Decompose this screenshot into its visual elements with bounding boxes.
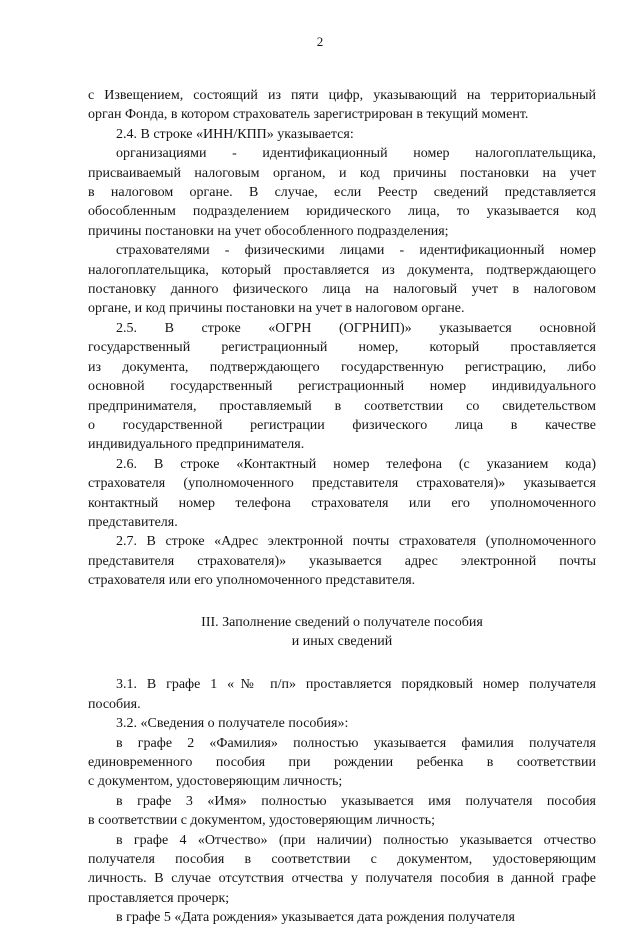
text-line: орган Фонда, в котором страхователь зарегистрирован в текущий момент. <box>88 107 529 123</box>
document-body <box>88 86 596 928</box>
text-line: 2.6. В строке «Контактный номер телефона (с указанием кода) <box>116 456 596 472</box>
section-heading <box>88 613 596 652</box>
text-line: в графе 2 «Фамилия» полностью указывается фамилия получателя <box>116 735 596 751</box>
text-line: личность. В случае отсутствия отчества у получателя пособия в данной графе <box>88 871 596 887</box>
text-line: 2.7. В строке «Адрес электронной почты страхователя (уполномоченного <box>116 534 596 550</box>
text-line: предпринимателя, проставляемый в соответствии со свидетельством <box>88 398 596 414</box>
paragraph <box>88 241 596 319</box>
text-line: представителя страхователя)» указывается адрес электронной почты <box>88 553 596 569</box>
paragraph <box>88 532 596 590</box>
section-heading-line-2: и иных сведений <box>291 633 393 649</box>
text-line: представителя. <box>88 514 178 530</box>
text-line: органе, и код причины постановки на учет в налоговом органе. <box>88 301 465 317</box>
section-heading-line-1: III. Заполнение сведений о получателе пособия <box>201 614 483 630</box>
text-line: страхователя (уполномоченного представителя страхователя)» указывается <box>88 476 596 492</box>
text-line: с Извещением, состоящий из пяти цифр, указывающий на территориальный <box>88 88 596 103</box>
text-line: основной государственный регистрационный номер индивидуального <box>88 379 596 395</box>
text-line: проставляется прочерк; <box>88 890 230 906</box>
paragraphs-bottom <box>88 675 596 927</box>
text-line: организациями - идентификационный номер налогоплательщика, <box>116 146 596 162</box>
text-line: присваиваемый налоговым органом, и код причины постановки на учет <box>88 165 596 181</box>
text-line: обособленным подразделением юридического лица, то указывается код <box>88 204 596 220</box>
text-line: 3.1. В графе 1 «№ п/п» проставляется порядковый номер получателя <box>116 677 596 693</box>
text-line: единовременного пособия при рождении ребенка в соответствии <box>88 755 596 770</box>
text-line: постановку данного физического лица на налоговый учет в налоговом <box>88 282 596 298</box>
text-line: в соответствии с документом, удостоверяющим личность; <box>88 813 436 829</box>
paragraph <box>88 792 596 831</box>
text-line: о государственной регистрации физического лица в качестве <box>88 417 596 433</box>
paragraph <box>88 86 596 125</box>
text-line: причины постановки на учет обособленного подразделения; <box>88 223 449 239</box>
paragraphs-top <box>88 86 596 591</box>
text-line: страхователями - физическими лицами - идентификационный номер <box>116 243 596 259</box>
paragraph <box>88 714 596 733</box>
text-line: контактный номер телефона страхователя или его уполномоченного <box>88 495 596 511</box>
text-line: страхователя или его уполномоченного представителя. <box>88 573 416 589</box>
page-number: 2 <box>316 34 324 49</box>
paragraph <box>88 734 596 792</box>
text-line: 2.5. В строке «ОГРН (ОГРНИП)» указывается основной <box>116 320 596 336</box>
text-line: из документа, подтверждающего государственную регистрацию, либо <box>88 359 596 375</box>
text-line: в графе 3 «Имя» полностью указывается имя получателя пособия <box>116 793 596 809</box>
paragraph <box>88 319 596 455</box>
text-line: в графе 5 «Дата рождения» указывается дата рождения получателя <box>116 910 515 926</box>
paragraph <box>88 675 596 714</box>
text-line: государственный регистрационный номер, который проставляется <box>88 340 596 356</box>
text-line: с документом, удостоверяющим личность; <box>88 774 343 790</box>
paragraph <box>88 144 596 241</box>
paragraph <box>88 908 596 927</box>
text-line: 2.4. В строке «ИНН/КПП» указывается: <box>116 126 354 142</box>
text-line: пособия. <box>88 696 141 712</box>
text-line: в налоговом органе. В случае, если Реестр сведений представляется <box>88 185 596 201</box>
text-line: индивидуального предпринимателя. <box>88 437 305 453</box>
text-line: в графе 4 «Отчество» (при наличии) полностью указывается отчество <box>116 832 596 848</box>
paragraph <box>88 455 596 533</box>
text-line: налогоплательщика, который проставляется из документа, подтверждающего <box>88 262 596 278</box>
text-line: получателя пособия в соответствии с документом, удостоверяющим <box>88 852 596 868</box>
paragraph <box>88 831 596 909</box>
paragraph <box>88 125 596 144</box>
text-line: 3.2. «Сведения о получателе пособия»: <box>116 716 349 732</box>
